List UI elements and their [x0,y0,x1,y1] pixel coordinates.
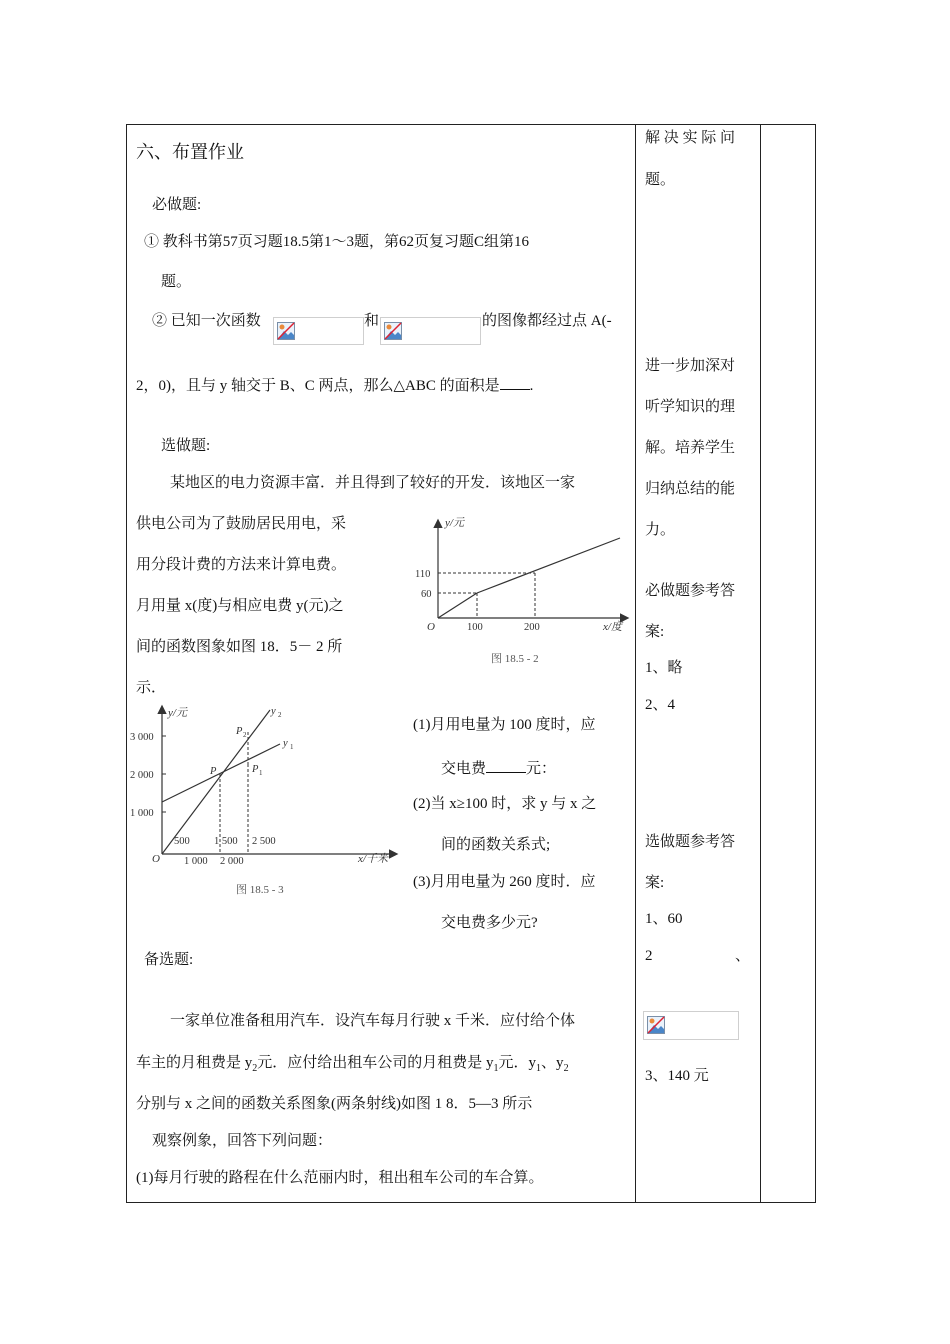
optional-p-line4: 月用量 x(度)与相应电费 y(元)之 [136,598,344,614]
optional-sub1-c-text: 元： [526,761,557,777]
label-p1: P [252,764,259,775]
origin-label: O [427,621,435,633]
answer-optional-title: 选做题参考答 [645,834,736,850]
y-tick-1000: 1 000 [130,808,154,819]
label-y2: y [271,706,276,717]
formula-image-1 [273,317,364,345]
y-tick-110: 110 [415,569,431,580]
answer-required-title-2: 案: [645,624,665,640]
optional-sub2-b: 间的函数关系式; [441,837,551,853]
side-c2-line5: 力。 [645,522,676,538]
label-y1-sub: 1 [290,743,294,751]
optional-sub2-a: (2)当 x≥100 时，求 y 与 x 之 [413,796,597,812]
answer-required-1: 1、略 [645,660,683,676]
optional-sub1-b-text: 交电费 [441,761,487,777]
side-c1-line2: 题。 [645,172,676,188]
optional-sub1-b [441,756,556,779]
x-tick-2500: 2 500 [252,836,276,847]
table-divider-2 [760,124,761,1203]
backup-p-line2-d: 、y [541,1055,564,1071]
label-p: P [210,766,217,777]
required-q2-and: 和 [364,313,380,329]
side-c1-line1: 解 决 实 际 问 [645,130,736,146]
optional-sub3-b: 交电费多少元? [441,915,538,931]
y-tick-60: 60 [421,589,432,600]
x-axis-label: x/度 [603,621,622,633]
label-p2: P [236,726,243,737]
answer-optional-3: 3、140 元 [645,1068,709,1084]
x-axis-label: x/千米 [358,853,388,865]
label-p2-sub: 2 [243,731,247,739]
required-q2-part1: ② 已知一次函数 [152,313,261,329]
y-tick-3000: 3 000 [130,732,154,743]
table-bottom-border [126,1202,816,1203]
y-axis-label: y/元 [445,517,464,529]
optional-sub1-a: (1)月用电量为 100 度时，应 [413,717,596,733]
x-tick-500: 500 [174,836,190,847]
figure-caption: 图 18.5 - 3 [236,884,284,896]
required-q2-part2: 的图像都经过点 A(- [482,313,612,329]
answer-optional-1: 1、60 [645,911,683,927]
required-q2-end: . [529,378,534,394]
backup-p-line5: (1)每月行驶的路程在什么范丽内时，租出租车公司的车合算。 [136,1170,544,1186]
x-tick-200: 200 [524,622,540,633]
y-axis-label: y/元 [168,707,187,719]
backup-p-line2-a: 车主的月租费是 y [136,1055,253,1071]
section-title: 六、布置作业 [136,142,244,162]
answer-blank [500,373,530,390]
subscript: 1 [493,1063,499,1074]
answer-formula-image [643,1011,739,1040]
segment-0-100 [438,593,477,618]
side-c2-line2: 听学知识的理 [645,399,736,415]
origin-label: O [152,853,160,865]
subscript: 2 [563,1063,569,1074]
label-y2-sub: 2 [278,711,282,719]
figure-electricity-graph [405,513,635,668]
formula-image-2 [380,317,481,345]
answer-required-title: 必做题参考答 [645,583,736,599]
answer-required-2: 2、4 [645,697,676,713]
table-top-border [126,124,816,125]
backup-p-line2-c: 元．y [498,1055,537,1071]
optional-p-line6: 示． [136,680,167,696]
backup-p-line3: 分别与 x 之间的函数关系图象(两条射线)如图 1 8．5—3 所示 [136,1096,533,1112]
required-q2-line2 [136,373,533,396]
backup-p-line2 [136,1053,569,1079]
x-tick-2000: 2 000 [220,856,244,867]
line-y2 [162,710,270,854]
x-tick-1000: 1 000 [184,856,208,867]
label-y1: y [283,738,288,749]
ray-after-100 [477,538,620,593]
figure-caption: 图 18.5 - 2 [491,653,539,665]
answer-optional-2-num: 2 [645,948,653,964]
broken-image-icon [277,322,295,340]
backup-p-line2-b: 元．应付给出租车公司的月租费是 y [257,1055,494,1071]
answer-optional-title-2: 案: [645,875,665,891]
label-p1-sub: 1 [259,769,263,777]
x-tick-1500: 1 500 [214,836,238,847]
required-q2-line2-text: 2，0)，且与 y 轴交于 B、C 两点，那么△ABC 的面积是 [136,378,500,394]
table-divider-1 [635,124,636,1203]
broken-image-icon [647,1016,665,1034]
optional-sub3-a: (3)月用电量为 260 度时．应 [413,874,596,890]
table-left-border [126,124,127,1203]
required-q1-line1: ① 教科书第57页习题18.5第1～3题，第62页复习题C组第16 [144,234,530,250]
subscript: 1 [536,1063,542,1074]
required-q1-line2: 题。 [161,274,192,290]
backup-label: 备选题: [144,952,194,968]
subscript: 2 [252,1063,258,1074]
optional-p-line2: 供电公司为了鼓励居民用电，采 [136,516,347,532]
optional-label: 选做题: [161,438,211,454]
required-label: 必做题: [152,197,202,213]
backup-p-line1: 一家单位准备租用汽车．设汽车每月行驶 x 千米．应付给个体 [170,1013,576,1029]
optional-p-line1: 某地区的电力资源丰富．并且得到了较好的开发．该地区一家 [170,475,576,491]
optional-p-line3: 用分段计费的方法来计算电费。 [136,557,347,573]
side-c2-line3: 解。培养学生 [645,440,736,456]
side-c2-line4: 归纳总结的能 [645,481,736,497]
answer-optional-2-sep: 、 [735,948,751,964]
x-tick-100: 100 [467,622,483,633]
table-right-border [815,124,816,1203]
broken-image-icon [384,322,402,340]
optional-p-line5: 间的函数图象如图 18．5－ 2 所 [136,639,343,655]
y-tick-2000: 2 000 [130,770,154,781]
side-c2-line1: 进一步加深对 [645,358,736,374]
answer-blank [486,756,526,773]
figure-car-rental-graph [128,702,403,902]
backup-p-line4: 观察例象，回答下列问题： [152,1133,333,1149]
